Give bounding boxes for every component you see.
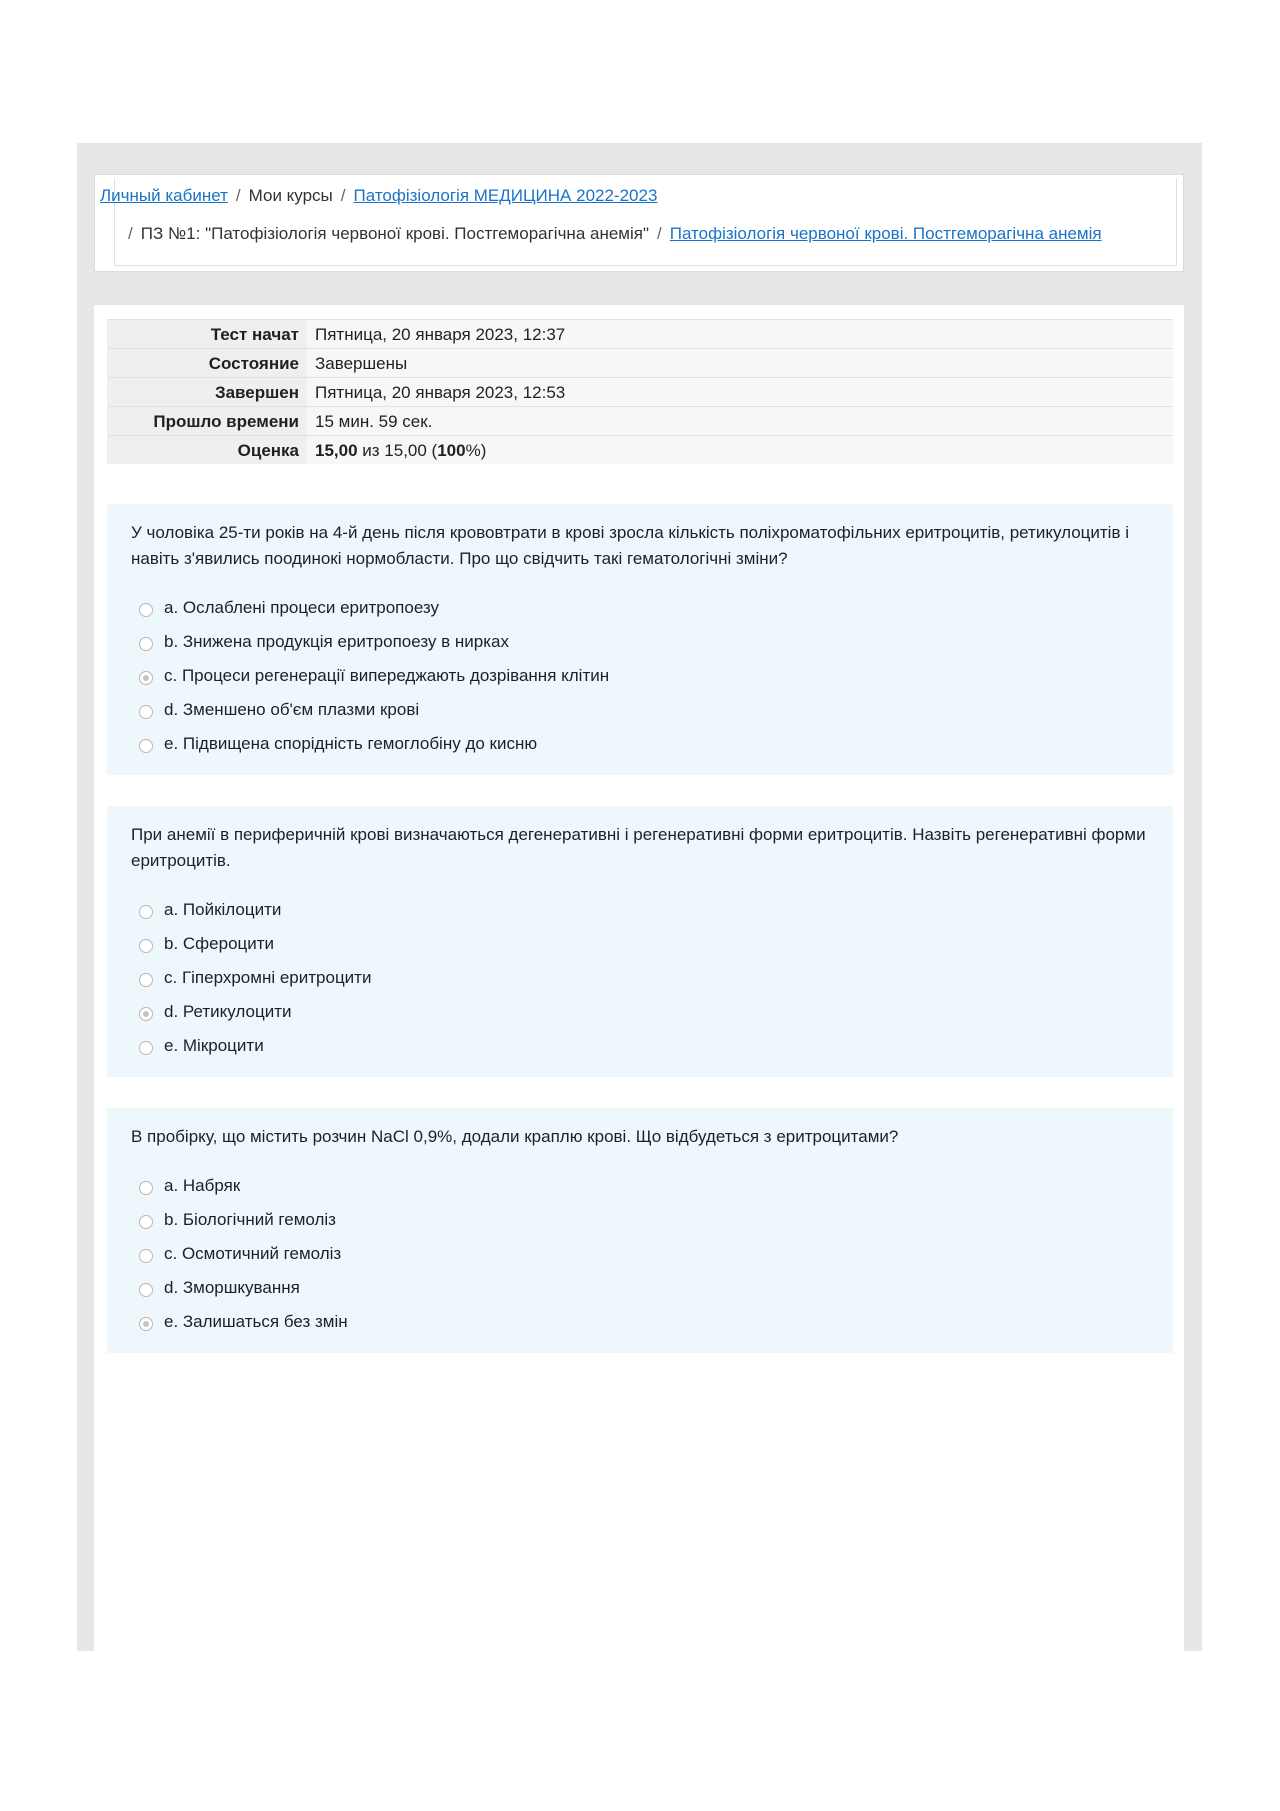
radio-button[interactable] (139, 1041, 153, 1055)
answer-label: c. Процеси регенерації випереджають дозрівання клітин (164, 666, 610, 685)
answer-option[interactable] (131, 1203, 1149, 1237)
radio-button[interactable] (139, 1215, 153, 1229)
answer-label: d. Зморшкування (164, 1278, 300, 1297)
summary-label: Состояние (107, 349, 307, 378)
grade-out-of: из 15,00 ( (357, 441, 438, 460)
breadcrumb-separator: / (657, 224, 662, 243)
radio-button[interactable] (139, 637, 153, 651)
question-text: При анемії в периферичній крові визначаються дегенеративні і регенеративні форми еритроцитів. Назвіть регенеративні форми еритроцитів. (131, 825, 1146, 870)
breadcrumb (100, 186, 657, 206)
radio-button[interactable] (139, 603, 153, 617)
answer-label: e. Підвищена спорідність гемоглобіну до кисню (164, 734, 538, 753)
radio-button[interactable] (139, 1249, 153, 1263)
answer-option[interactable] (131, 659, 1149, 693)
summary-value: Пятница, 20 января 2023, 12:37 (307, 320, 1173, 349)
answer-option[interactable] (131, 927, 1149, 961)
summary-row-state (107, 349, 1173, 378)
radio-button[interactable] (139, 1283, 153, 1297)
answer-label: e. Залишаться без змін (164, 1312, 348, 1331)
answer-option[interactable] (131, 591, 1149, 625)
question-text: В пробірку, що містить розчин NaCl 0,9%, додали краплю крові. Що відбудеться з еритроцитами? (131, 1127, 899, 1146)
answer-label: c. Гіперхромні еритроцити (164, 968, 372, 987)
radio-button-checked[interactable] (139, 671, 153, 685)
answer-label: a. Пойкілоцити (164, 900, 282, 919)
radio-button[interactable] (139, 905, 153, 919)
grade-suffix: %) (465, 441, 487, 460)
breadcrumb-second-line (128, 224, 1102, 244)
answer-label: a. Ослаблені процеси еритропоезу (164, 598, 440, 617)
question-3 (107, 1108, 1173, 1353)
question-2 (107, 806, 1173, 1077)
breadcrumb-dashboard-link[interactable]: Личный кабинет (100, 186, 228, 205)
summary-row-completed (107, 378, 1173, 407)
attempt-summary-table (107, 319, 1173, 464)
answer-label: b. Знижена продукція еритропоезу в нирках (164, 632, 510, 651)
answer-label: b. Сфероцити (164, 934, 275, 953)
summary-value: Завершены (307, 349, 1173, 378)
question-text: У чоловіка 25-ти років на 4-й день після крововтрати в крові зросла кількість поліхроматофільних еритроцитів, ретикулоцитів і навіть з'явились поодинокі нормобласти. Про що свідчить такі гематологічні зміни? (131, 523, 1129, 568)
answer-label: d. Зменшено об'єм плазми крові (164, 700, 420, 719)
radio-button[interactable] (139, 1181, 153, 1195)
summary-label: Завершен (107, 378, 307, 407)
summary-value: Пятница, 20 января 2023, 12:53 (307, 378, 1173, 407)
breadcrumb-quiz-link[interactable]: Патофізіологія червоної крові. Постгеморагічна анемія (669, 224, 1102, 243)
breadcrumb-separator: / (128, 224, 133, 243)
grade-percent: 100 (437, 441, 466, 460)
answer-option[interactable] (131, 693, 1149, 727)
breadcrumb-my-courses: Мои курсы (248, 186, 333, 205)
answer-option[interactable] (131, 1305, 1149, 1339)
answer-option[interactable] (131, 995, 1149, 1029)
radio-button-checked[interactable] (139, 1317, 153, 1331)
answer-label: a. Набряк (164, 1176, 241, 1195)
summary-row-grade (107, 436, 1173, 465)
answer-option[interactable] (131, 1271, 1149, 1305)
answer-label: e. Мікроцити (164, 1036, 264, 1055)
answer-option[interactable] (131, 893, 1149, 927)
question-1 (107, 504, 1173, 775)
summary-row-time-taken (107, 407, 1173, 436)
summary-grade-value (307, 436, 1173, 465)
answer-option[interactable] (131, 961, 1149, 995)
summary-row-started (107, 320, 1173, 349)
answer-option[interactable] (131, 1169, 1149, 1203)
summary-label: Тест начат (107, 320, 307, 349)
radio-button-checked[interactable] (139, 1007, 153, 1021)
breadcrumb-separator: / (235, 186, 241, 205)
summary-label: Прошло времени (107, 407, 307, 436)
radio-button[interactable] (139, 939, 153, 953)
answer-option[interactable] (131, 1237, 1149, 1271)
grade-score: 15,00 (315, 441, 358, 460)
summary-label: Оценка (107, 436, 307, 465)
answer-option[interactable] (131, 1029, 1149, 1063)
radio-button[interactable] (139, 973, 153, 987)
breadcrumb-separator: / (340, 186, 346, 205)
radio-button[interactable] (139, 705, 153, 719)
answer-option[interactable] (131, 727, 1149, 761)
answer-label: c. Осмотичний гемоліз (164, 1244, 342, 1263)
breadcrumb-section: ПЗ №1: "Патофізіологія червоної крові. Постгеморагічна анемія" (140, 224, 649, 243)
answer-label: d. Ретикулоцити (164, 1002, 292, 1021)
breadcrumb-course-link[interactable]: Патофізіологія МЕДИЦИНА 2022-2023 (353, 186, 658, 205)
radio-button[interactable] (139, 739, 153, 753)
answer-label: b. Біологічний гемоліз (164, 1210, 336, 1229)
summary-value: 15 мин. 59 сек. (307, 407, 1173, 436)
answer-option[interactable] (131, 625, 1149, 659)
